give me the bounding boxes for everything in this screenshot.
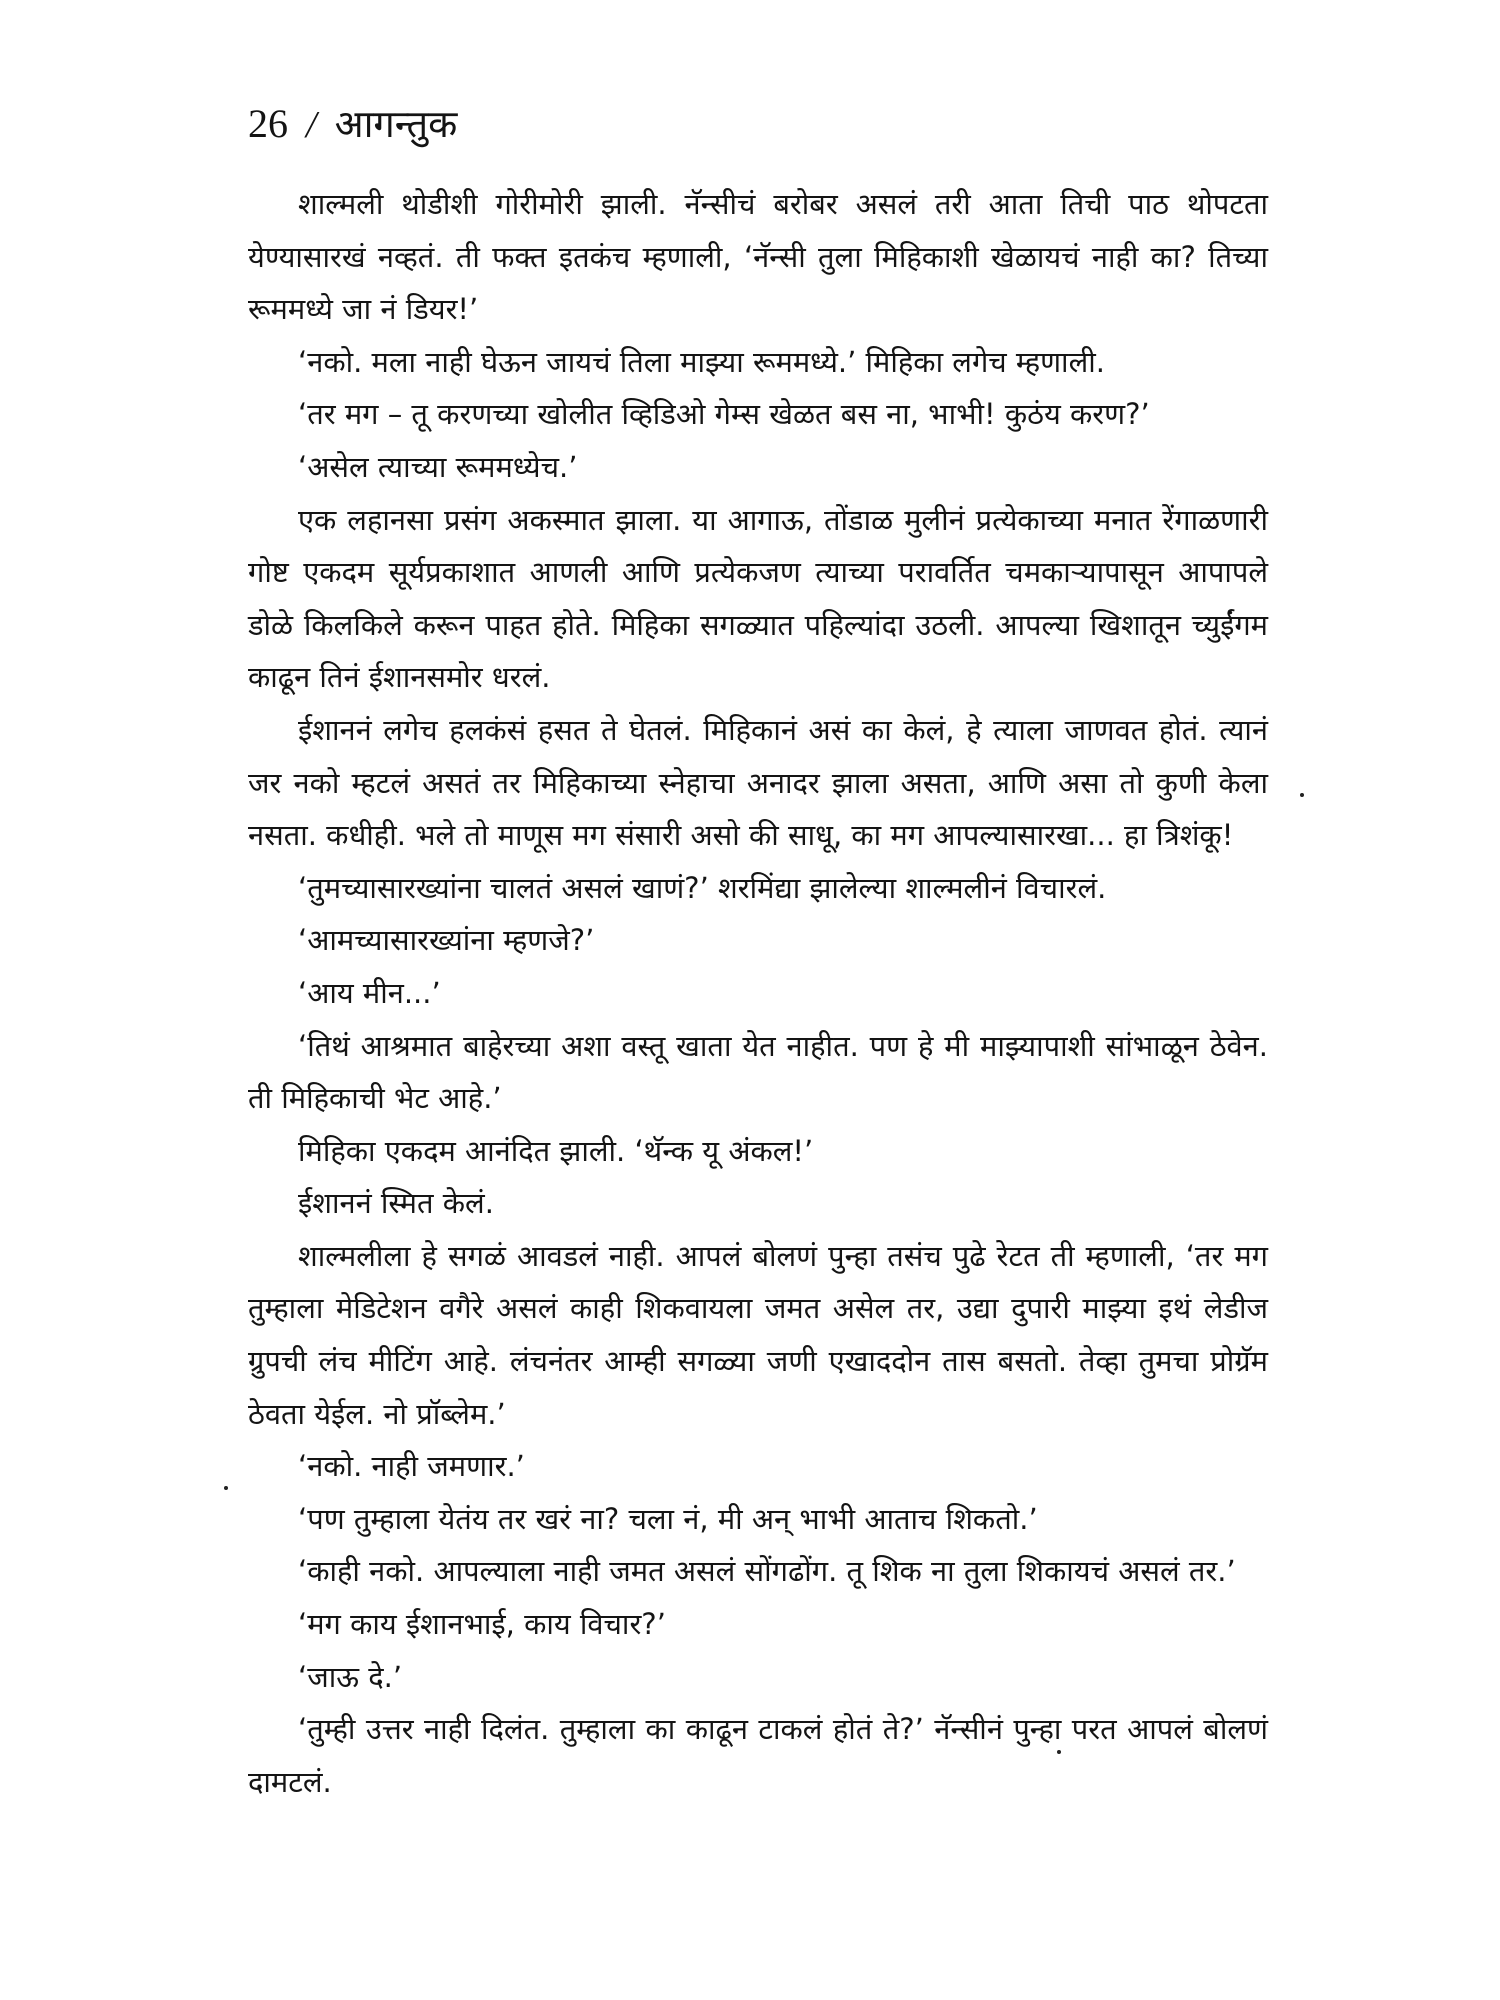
paragraph: ‘नको. मला नाही घेऊन जायचं तिला माझ्या रूममध्ये.’ मिहिका लगेच म्हणाली. <box>298 344 1105 379</box>
running-header <box>248 100 457 149</box>
paragraph: ‘पण तुम्हाला येतंय तर खरं ना? चला नं, मी अन् भाभी आताच शिकतो.’ <box>298 1501 1038 1536</box>
book-title: आगन्तुक <box>334 102 458 146</box>
paragraph: ईशाननं लगेच हलकंसं हसत ते घेतलं. मिहिकानं असं का केलं, हे त्याला जाणवत होतं. त्यानं जर नको म्हटलं असतं तर मिहिकाच्या स्नेहाचा अनादर झाला असता, आणि असा तो कुणी केला नसता. कधीही. भले तो माणूस मग संसारी असो की साधू, का मग आपल्यासारखा... हा त्रिशंकू! <box>248 712 1268 853</box>
paragraph: ‘नको. नाही जमणार.’ <box>298 1449 525 1484</box>
paragraph: ईशाननं स्मित केलं. <box>298 1186 494 1221</box>
page-number: 26 <box>248 101 288 146</box>
paragraph: ‘तर मग – तू करणच्या खोलीत व्हिडिओ गेम्स खेळत बस ना, भाभी! कुठंय करण?’ <box>298 397 1150 432</box>
paragraph: ‘असेल त्याच्या रूममध्येच.’ <box>298 449 578 484</box>
header-separator: / <box>306 104 317 146</box>
paragraph: मिहिका एकदम आनंदित झाली. ‘थॅन्क यू अंकल!’ <box>298 1133 814 1168</box>
body-text <box>248 178 1268 1808</box>
paragraph: ‘मग काय ईशानभाई, काय विचार?’ <box>298 1607 666 1642</box>
scan-speck <box>1057 1750 1061 1754</box>
paragraph: शाल्मली थोडीशी गोरीमोरी झाली. नॅन्सीचं बरोबर असलं तरी आता तिची पाठ थोपटता येण्यासारखं नव्हतं. ती फक्त इतकंच म्हणाली, ‘नॅन्सी तुला मिहिकाशी खेळायचं नाही का? तिच्या रूममध्ये जा नं डियर!’ <box>248 187 1268 327</box>
paragraph: ‘तिथं आश्रमात बाहेरच्या अशा वस्तू खाता येत नाहीत. पण हे मी माझ्यापाशी सांभाळून ठेवेन. ती मिहिकाची भेट आहे.’ <box>248 1028 1268 1116</box>
paragraph: शाल्मलीला हे सगळं आवडलं नाही. आपलं बोलणं पुन्हा तसंच पुढे रेटत ती म्हणाली, ‘तर मग तुम्हाला मेडिटेशन वगैरे असलं काही शिकवायला जमत असेल तर, उद्या दुपारी माझ्या इथं लेडीज ग्रुपची लंच मीटिंग आहे. लंचनंतर आम्ही सगळ्या जणी एखाददोन तास बसतो. तेव्हा तुमचा प्रोग्रॅम ठेवता येईल. नो प्रॉब्लेम.’ <box>248 1238 1268 1431</box>
paragraph: ‘तुमच्यासारख्यांना चालतं असलं खाणं?’ शरमिंद्या झालेल्या शाल्मलीनं विचारलं. <box>298 870 1107 905</box>
scan-speck <box>1300 793 1304 797</box>
paragraph: ‘जाऊ दे.’ <box>298 1659 403 1694</box>
paragraph: एक लहानसा प्रसंग अकस्मात झाला. या आगाऊ, तोंडाळ मुलीनं प्रत्येकाच्या मनात रेंगाळणारी गोष्ट एकदम सूर्यप्रकाशात आणली आणि प्रत्येकजण त्याच्या परावर्तित चमकाऱ्यापासून आपापले डोळे किलकिले करून पाहत होते. मिहिका सगळ्यात पहिल्यांदा उठली. आपल्या खिशातून च्युईंगम काढून तिनं ईशानसमोर धरलं. <box>248 502 1268 695</box>
paragraph: ‘तुम्ही उत्तर नाही दिलंत. तुम्हाला का काढून टाकलं होतं ते?’ नॅन्सीनं पुन्हा परत आपलं बोलणं दामटलं. <box>248 1712 1268 1799</box>
paragraph: ‘काही नको. आपल्याला नाही जमत असलं सोंगढोंग. तू शिक ना तुला शिकायचं असलं तर.’ <box>298 1554 1236 1589</box>
paragraph: ‘आमच्यासारख्यांना म्हणजे?’ <box>298 923 595 958</box>
scan-speck <box>224 1486 228 1490</box>
paragraph: ‘आय मीन...’ <box>298 975 441 1010</box>
